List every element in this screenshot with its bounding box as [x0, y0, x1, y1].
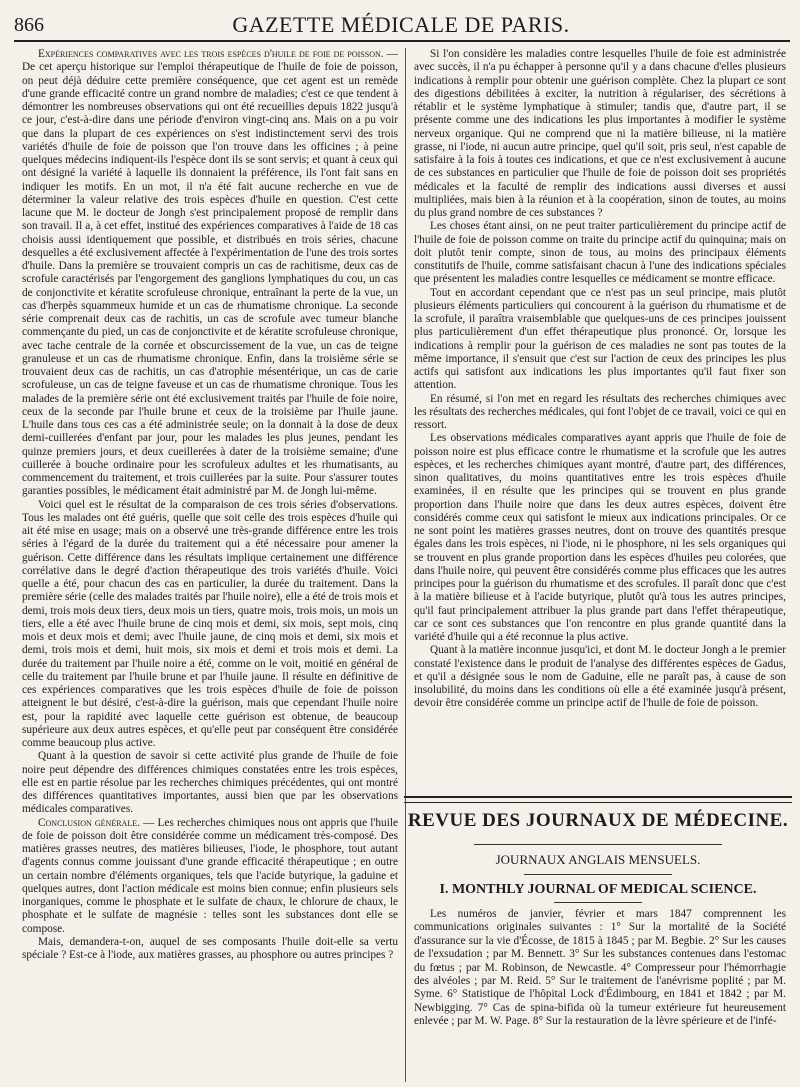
left-paragraph-4 [22, 817, 398, 936]
review-title: REVUE DES JOURNAUX DE MÉDECINE. [407, 810, 789, 831]
section-heading-experiences: Expériences comparatives avec les trois espèces d'huile de foie de poisson. [38, 48, 384, 60]
review-paragraph: Les numéros de janvier, février et mars 1847 comprennent les communications originales suivantes : 1° Sur la mortalité de la Société d'assurance sur la vie d'Écosse, de 1815 à 1845 ; par M. Begbie. 2° Sur les causes de l'exsudation ; par M. Bennett. 3° Sur les substances contenues dans l'estomac du fœtus ; par M. Robinson, de Newcastle. 4° Compresseur pour l'hémorrhagie des alvéoles ; par M. Reid. 5° Sur le traitement de l'anévrisme poplité ; par M. Syme. 6° Statistique de l'hôpital Lock d'Édimbourg, en 1841 et 1842 ; par M. Newbigging. 7° Cas de spina-bifida où la tumeur extérieure fut heureusement enlevée ; par M. W. Page. 8° Sur la restauration de la lèvre spérieure et de l'infé- [414, 908, 786, 1028]
journal-heading: I. MONTHLY JOURNAL OF MEDICAL SCIENCE. [439, 882, 757, 897]
header-rule [14, 40, 790, 42]
paragraph-text: Quant à la question de savoir si cette activité plus grande de l'huile de foie noire peut dépendre des différences chimiques constatées entre les trois espèces, elle est en partie résolue par les recherches chimiques précédentes, qui ont montré des différences quantitatives importantes, aussi bien que par les observations médicales comparatives. [22, 750, 398, 816]
right-paragraph-3: Tout en accordant cependant que ce n'est pas un seul principe, mais plutôt plusieurs éléments particuliers qui concourent à la guérison du rhumatisme et de la scrofule, il paraîtra vraisemblable que quelques-uns de ces principes jouissent plus particulièrement d'un effet thérapeutique plus prononcé. Or, lorsque les indications à remplir pour la guérison de ces maladies ne sont pas toutes de la même importance, il s'ensuit que c'est sur l'action de ceux des principes les plus actifs qui satisfont aux indications les plus importantes qu'il faut fixer son attention. [414, 286, 786, 392]
right-column [414, 48, 786, 788]
right-paragraph-1: Si l'on considère les maladies contre lesquelles l'huile de foie est administrée avec succès, il n'a pu échapper à personne qu'il y a dans chacune d'elles plusieurs indications à remplir pour obtenir une guérison complète. Chez la plupart ce sont des digestions débilitées à exciter, la nutrition à régulariser, des sécrétions à rétablir et le système lymphatique à stimuler; tandis que, d'autre part, il se présente comme une des indications les plus importantes à modifier le système nerveux organique. Qui ne comprend que ni la matière bilieuse, ni la matière grasse, ni l'iode, ni aucun autre principe, quel qu'il soit, pris seul, n'est capable de satisfaire à la fois à toutes ces indications, et que ce n'est exclusivement à aucune de ces substances en particulier que l'huile de foie de poisson doit ses propriétés médicales et la faculté de remplir des indications aussi diverses et aussi multipliées, mais bien à la réunion et à la coopération, sinon de toutes, au moins du plus grand nombre de ces substances ? [414, 48, 786, 219]
left-paragraph-1 [22, 48, 398, 499]
section-double-rule [404, 796, 792, 803]
right-paragraph-2: Les choses étant ainsi, on ne peut traiter particulièrement du principe actif de l'huile de foie de poisson comme on traite du principe actif du quinquina; mais on doit plutôt tenir compte, sinon de tous, au moins des principaux éléments constitutifs de l'huile, comme satisfaisant chacun à l'une des indications spéciales que présentent les maladies contre lesquelles ce médicament se montre efficace. [414, 220, 786, 286]
right-paragraph-6: Quant à la matière inconnue jusqu'ici, et dont M. le docteur Jongh a le premier constaté l'existence dans le produit de l'analyse des différentes espèces de Gadus, et qu'il a désignée sous le nom de Gaduine, elle ne paraît pas, à cause de son insolubilité, du moins dans les conditions où elle a été examinée jusqu'à présent, devoir être considérée comme un principe actif de l'huile de foie de poisson. [414, 644, 786, 710]
journal-title: GAZETTE MÉDICALE DE PARIS. [232, 12, 570, 37]
paragraph-text: Mais, demandera-t-on, auquel de ses composants l'huile doit-elle sa vertu spéciale ? Est-ce à l'iode, aux matières grasses, au phosphore ou autres principes ? [22, 935, 398, 961]
left-paragraph-5 [22, 936, 398, 963]
page-header [14, 12, 788, 38]
left-paragraph-3 [22, 750, 398, 816]
separator-rule [474, 844, 722, 845]
right-paragraph-5: Les observations médicales comparatives ayant appris que l'huile de foie de poisson noire est plus efficace contre le rhumatisme et la scrofule que les autres espèces, et les recherches chimiques ayant montré, d'autre part, des différences, sinon qualitatives, du moins quantitatives entre les trois espèces d'huile examinées, il en résulte que les principes qui se trouvent en plus grande proportion dans l'huile noire que dans les deux autres espèces, doivent être considérés comme ceux qui satisfont le mieux aux indications principales. Or ce ne sont point les matières grasses neutres, dont on trouve des quantités presque égales dans les trois espèces, ni l'iode, ni le phosphore, ni les sels organiques qui se trouvent en plus grande proportion dans les espèces d'huiles peu colorées, que dans l'huile noire, qui peuvent être considérés comme plus efficaces que les autres principes pour la guérison du rhumatisme et des scrofules. Il paraît donc que c'est à la matière bilieuse et à l'acide butyrique, plutôt qu'à tous les autres principes, qu'il faut principalement attribuer la plus grande part dans l'effet thérapeutique, car ce sont ces substances que l'on rencontre en plus grande quantité dans la variété d'huile qui a été reconnue la plus active. [414, 432, 786, 643]
left-column [22, 48, 398, 1082]
left-paragraph-2 [22, 499, 398, 751]
review-subtitle: JOURNAUX ANGLAIS MENSUELS. [495, 852, 701, 867]
review-section [404, 796, 792, 1086]
separator-rule [554, 902, 642, 903]
review-body [414, 908, 786, 1084]
right-paragraph-4: En résumé, si l'on met en regard les résultats des recherches chimiques avec les résultats des recherches médicales, qui font l'objet de ce travail, voici ce qui en ressort. [414, 392, 786, 431]
paragraph-text: — De cet aperçu historique sur l'emploi thérapeutique de l'huile de foie de poisson, on peut déjà déduire cette première conséquence, que cet agent est un remède d'une grande efficacité contre un grand nombre de maladies; c'est ce que tendent à démontrer les nombreuses observations qui ont été recueillies depuis 1822 jusqu'à ce jour, c'est-à-dire dans une période d'environ vingt-cinq ans. Mais on a pu voir que dans la plupart de ces expériences on s'est indistinctement servi des trois variétés d'huile de foie de poisson que l'on trouve dans les officines ; à peine quelques médecins indiquent-ils l'espèce dont ils se sont servis; et quant à ceux qui ont désigné la variété à laquelle ils donnaient la préférence, ils l'ont fait sans en indiquer les motifs. En un mot, il n'a été fait aucune recherche en vue de déterminer la valeur relative des trois espèces d'huile en question. C'est cette lacune que M. le docteur de Jongh s'est principalement proposé de remplir dans son travail. Il a, à cet effet, institué des expériences comparatives à l'aide de 18 cas choisis aussi identiquement que possible, et distribués en trois séries, chacune desquelles a été exclusivement affectée à l'expérimentation de l'une des trois sortes d'huile. Dans la première se trouvaient compris un cas de rachitisme, deux cas de scrofule caractérisés par l'engorgement des ganglions lymphatiques du cou, un cas de conjonctivite et kératite scrofuleuse chronique, entraînant la perte de la vue, un cas d'herpès squammeux humide et un cas de rhumatisme chronique. La seconde série comprenait deux cas de rachitis, un cas de scrofule avec tumeur blanche commençante du pied, un cas de conjonctivite et de kératite scrofuleuse chronique, avec tache centrale de la cornée et obscurcissement de la vue, un cas de teigne granuleuse et un cas de rhumatisme chronique. Enfin, dans la troisième série se trouvaient deux cas de rachitis, un cas d'atrophie mésentérique, un cas de carie scrofuleuse, un cas de teigne faveuse et un cas de rhumatisme chronique. Tous les malades de la première série ont été exclusivement traités par l'huile de foie noire, ceux de la seconde par l'huile brune et ceux de la troisième par l'huile jaune. L'huile dans tous ces cas a été administrée seule; on la donnait à la dose de deux demi-cuillerées d'enfant par jour, pour les malades les plus jeunes, pendant les quinze premiers jours, et deux cueillerées à dater de la troisième semaine; d'une cuillerée à bouche ordinaire pour les scrofuleux adultes et les rhumatisants, au commencement du traitement, et trois cuillerées par la suite. Pour s'assurer toutes garanties possibles, le médicament était administré par M. de Jongh lui-même. [22, 48, 398, 498]
separator-rule [524, 874, 672, 875]
paragraph-text: — Les recherches chimiques nous ont appris que l'huile de foie de poisson doit être considérée comme un médicament très-composé. Des matières grasses neutres, des matières bilieuses, l'iode, le phosphore, tout autant d'agents connus comme jouissant d'une grande efficacité thérapeutique ; en outre un certain nombre d'éléments organiques, tels que l'acide butyrique, la gaduine et quelques autres, dont l'action médicale est moins bien connue; enfin plusieurs sels inorganiques, comme le phosphate et le sulfate de chaux, le chlorure de chaux, le phosphate et le sulfate de magnésie : telles sont les substances dont elle se compose. [22, 816, 398, 935]
page-number: 866 [14, 14, 44, 36]
section-heading-conclusion: Conclusion générale. [38, 816, 140, 829]
paragraph-text: Voici quel est le résultat de la comparaison de ces trois séries d'observations. Tous les malades ont été guéris, quelle que soit celle des trois espèces d'huile qui ait été mise en usage; mais on a observé une très-grande différence entre les trois séries à l'égard de la durée du traitement qui a été nécessaire pour amener la guérison. Cette différence dans les résultats implique certainement une différence corrélative dans le degré d'action thérapeutique des trois variétés d'huile. Voici quelle a été, pour chacun des cas en particulier, la durée du traitement. Dans la première série (celle des malades traités par l'huile noire), elle a été de trois mois et demi, trois mois deux tiers, deux mois un tiers, quatre mois, trois mois, un mois un tiers, elle a été avec l'huile brune de cinq mois et demi, six mois, sept mois, cinq mois et deux mois et demi; avec l'huile jaune, de cinq mois et demi, six mois et demi, trois mois et demi, huit mois, six mois et demi et trois mois et demi. La durée du traitement par l'huile noire a été, comme on le voit, moitié en général de celle du traitement par l'huile brune et par l'huile jaune. Il résulte en définitive de ces expériences comparatives que les trois espèces d'huile de foie de poisson atteignent le but désiré, c'est-à-dire la guérison, mais que cependant l'huile noire est, pour la rapidité avec laquelle cette guérison est obtenue, de beaucoup supérieure aux deux autres espèces, et qu'elle peut par conséquent être considérée comme beaucoup plus active. [22, 498, 398, 749]
